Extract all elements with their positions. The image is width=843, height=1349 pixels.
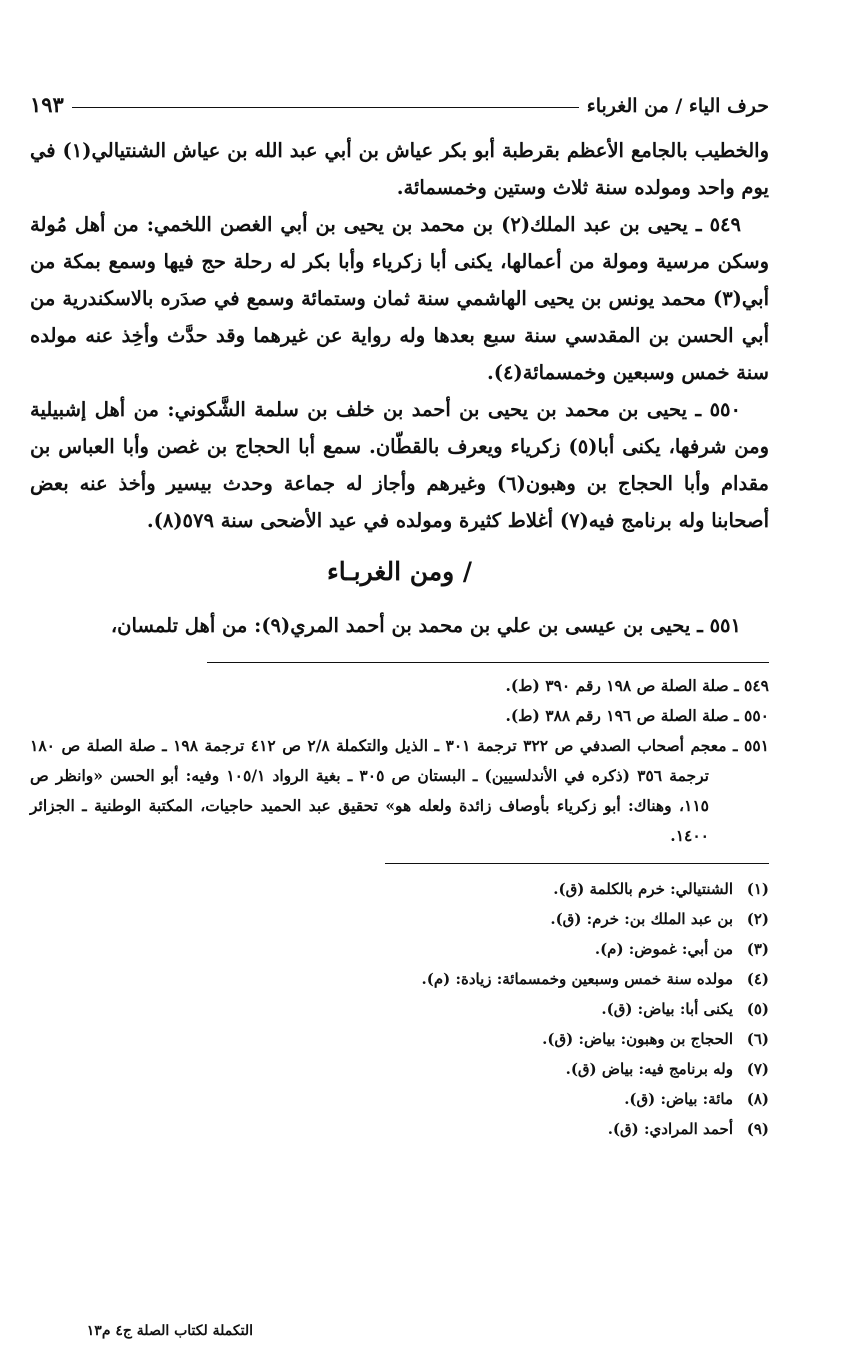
footnote-text: يكنى أبا: بياض: (ق). <box>601 1000 733 1018</box>
source-551: ٥٥١ ـ معجم أصحاب الصدفي ص ٣٢٢ ترجمة ٣٠١ ـ الذيل والتكملة ٢/٨ ص ٤١٢ ترجمة ١٩٨ ـ صلة الصلة ص ١٨٠ ترجمة ٣٥٦ (ذكره في الأندلسيين) ـ البستان ص ٣٠٥ ـ بغية الرواد ١٠٥/١ وفيه: أبو الحسن «وانظر ص ١١٥، وهناك: أبو زكرياء بأوصاف زائدة ولعله هو» تحقيق عبد الحميد حاجيات، المكتبة الوطنية ـ الجزائر ١٤٠٠. <box>30 736 770 845</box>
signature-mark: التكملة لكتاب الصلة ج٤ م١٣ <box>86 1323 253 1339</box>
paragraph-continuation: والخطيب بالجامع الأعظم بقرطبة أبو بكر عياش بن أبي عبد الله بن عياش الشنتيالي(١) في يوم واحد ومولده سنة ثلاث وستين وخمسمائة. <box>30 139 769 199</box>
footnote-text: بن عبد الملك بن: خرم: (ق). <box>550 910 733 928</box>
entry-549: ٥٤٩ ـ يحيى بن عبد الملك(٢) بن محمد بن يحيى بن أبي الغصن اللخمي: من أهل مُولة وسكن مرسية ومولة من أعمالها، يكنى أبا زكرياء وأبا بكر له رحلة حج فيها وسمع بمكة من أبي(٣) محمد يونس بن يحيى الهاشمي سنة ثمان وستمائة وسمع في صدَره بالاسكندرية من أبي الحسن بن المقدسي سنة سبع بعدها وله رواية عن غيرهما وقد حدَّث وأخِذ عنه مولده سنة خمس وسبعين وخمسمائة(٤). <box>30 213 769 384</box>
notes-rule <box>385 863 769 864</box>
footnote-text: أحمد المرادي: (ق). <box>607 1120 733 1138</box>
footnote <box>30 1024 769 1054</box>
footnote-number: (٢) <box>746 910 769 928</box>
sources-block <box>30 671 769 851</box>
footnote-text: مولده سنة خمس وسبعين وخمسمائة: زيادة: (م). <box>421 970 733 988</box>
footnote-text: الحجاج بن وهبون: بياض: (ق). <box>542 1030 733 1048</box>
footnote-number: (٩) <box>746 1120 769 1138</box>
source-549: ٥٤٩ ـ صلة الصلة ص ١٩٨ رقم ٣٩٠ (ط). <box>505 676 769 695</box>
footnote <box>30 934 769 964</box>
page-number: ١٩٣ <box>30 92 64 117</box>
footnote-text: من أبي: غموض: (م). <box>594 940 733 958</box>
footnotes-list <box>30 874 769 1144</box>
footnote-text: مائة: بياض: (ق). <box>624 1090 733 1108</box>
entry-551: ٥٥١ ـ يحيى بن عيسى بن علي بن محمد بن أحمد المري(٩): من أهل تلمسان، <box>110 614 741 637</box>
footnote-number: (٧) <box>746 1060 769 1078</box>
footnote-text: الشنتيالي: خرم بالكلمة (ق). <box>553 880 733 898</box>
section-heading: / ومن الغربـاء <box>326 557 473 586</box>
footnote-number: (٣) <box>746 940 769 958</box>
source-550: ٥٥٠ ـ صلة الصلة ص ١٩٦ رقم ٣٨٨ (ط). <box>505 706 769 725</box>
footnote-number: (٦) <box>746 1030 769 1048</box>
running-header <box>30 92 769 128</box>
footnote <box>30 1054 769 1084</box>
footnote <box>30 964 769 994</box>
footnote <box>30 1114 769 1144</box>
footnote-number: (١) <box>746 880 769 898</box>
main-text <box>30 132 769 539</box>
entry-550: ٥٥٠ ـ يحيى بن محمد بن يحيى بن أحمد بن خلف بن سلمة الشَّكوني: من أهل إشبيلية ومن شرفها، يكنى أبا(٥) زكرياء ويعرف بالقطّان. سمع أبا الحجاج بن غصن وأبا العباس بن مقدام وأبا الحجاج بن وهبون(٦) وغيرهم وأجاز له جماعة وحدث بيسير وأخذ عنه بعض أصحابنا وله برنامج فيه(٧) أغلاط كثيرة ومولده في عيد الأضحى سنة ٥٧٩(٨). <box>30 398 770 532</box>
footnote-number: (٨) <box>746 1090 769 1108</box>
header-rule <box>72 107 579 108</box>
footnote <box>30 994 769 1024</box>
footnote-text: وله برنامج فيه: بياض (ق). <box>565 1060 733 1078</box>
footnote <box>30 874 769 904</box>
footnote-number: (٤) <box>746 970 769 988</box>
footnote <box>30 1084 769 1114</box>
sources-rule <box>207 662 769 663</box>
running-title: حرف الياء / من الغرباء <box>586 95 769 117</box>
footnote-number: (٥) <box>746 1000 769 1018</box>
footnote <box>30 904 769 934</box>
